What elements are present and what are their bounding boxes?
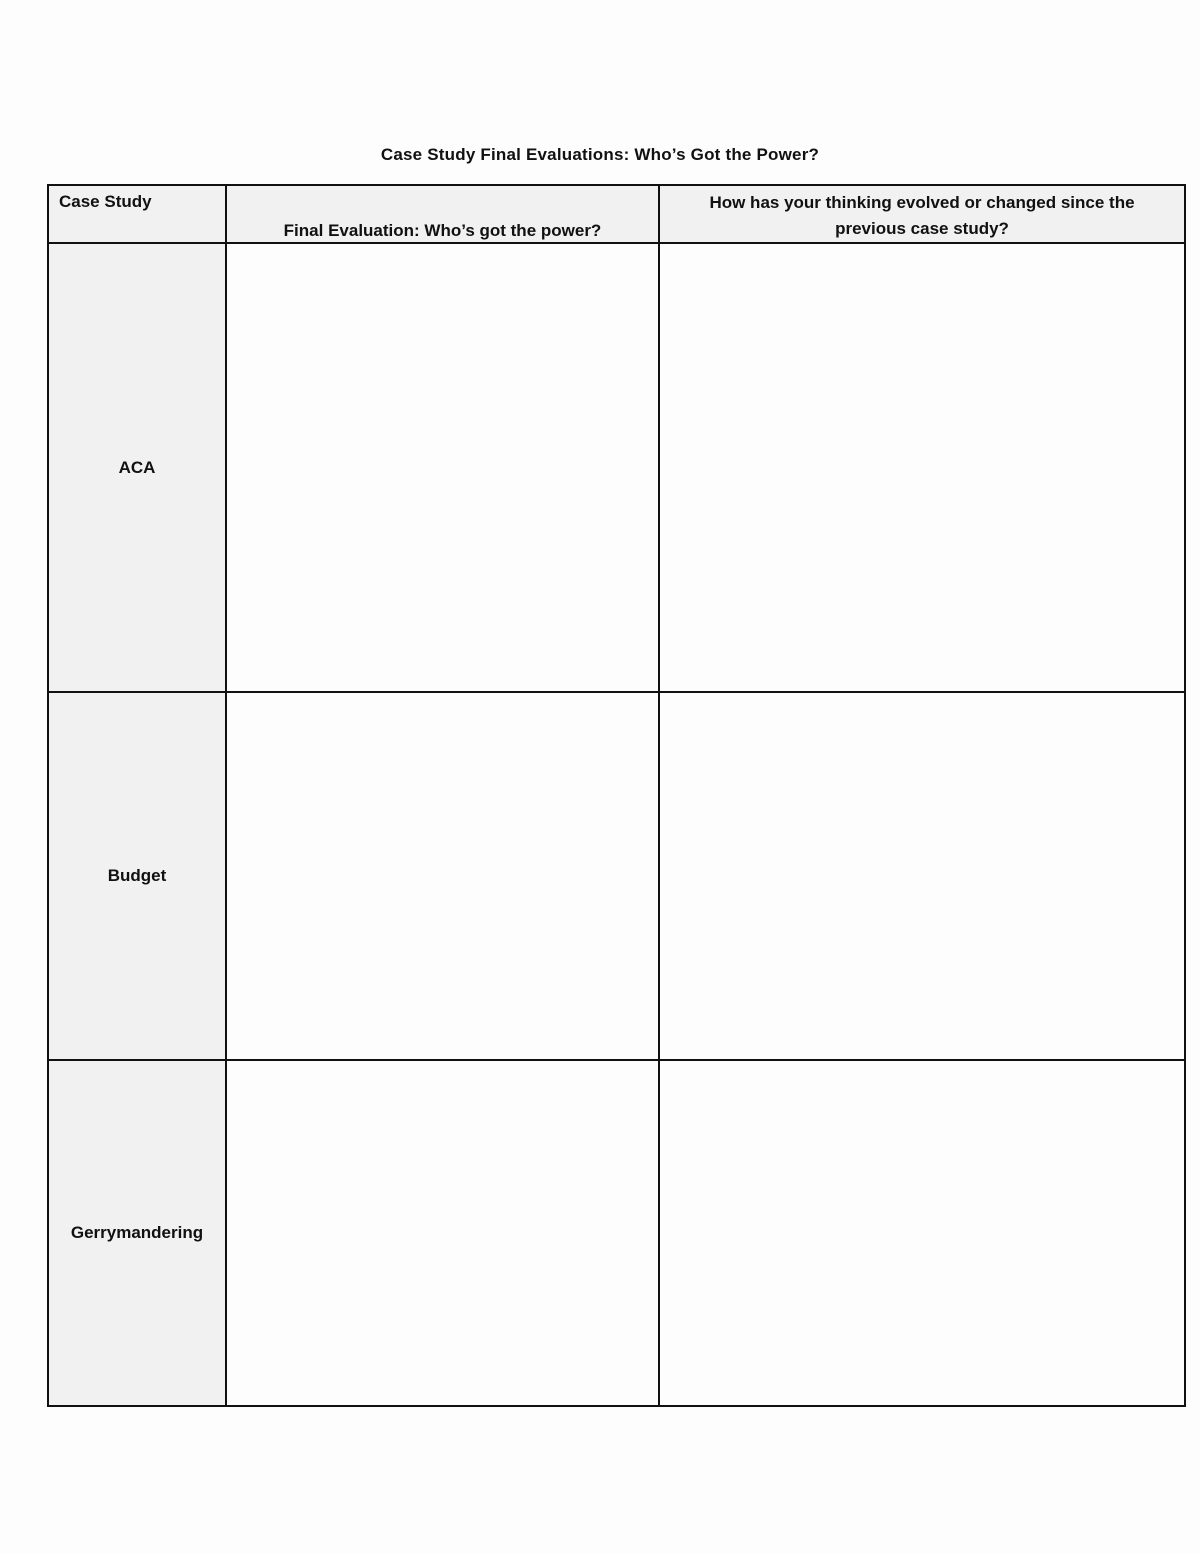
header-final-evaluation: Final Evaluation: Who’s got the power?: [226, 185, 659, 243]
table-row-budget: [48, 692, 1185, 1060]
aca-thinking-changed-cell[interactable]: [659, 243, 1185, 692]
header-case-study: Case Study: [48, 185, 226, 243]
aca-final-evaluation-cell[interactable]: [226, 243, 659, 692]
gerrymandering-thinking-changed-cell[interactable]: [659, 1060, 1185, 1406]
page-title: Case Study Final Evaluations: Who’s Got the Power?: [380, 145, 820, 164]
row-label-budget: Budget: [48, 692, 226, 1060]
row-label-aca: ACA: [48, 243, 226, 692]
table-row-aca: [48, 243, 1185, 692]
budget-final-evaluation-cell[interactable]: [226, 692, 659, 1060]
gerrymandering-final-evaluation-cell[interactable]: [226, 1060, 659, 1406]
header-thinking-changed: How has your thinking evolved or changed since the previous case study?: [659, 185, 1185, 243]
table-row-gerrymandering: [48, 1060, 1185, 1406]
table-header-row: [48, 185, 1185, 243]
case-study-table: [47, 184, 1186, 1407]
row-label-gerrymandering: Gerrymandering: [48, 1060, 226, 1406]
budget-thinking-changed-cell[interactable]: [659, 692, 1185, 1060]
